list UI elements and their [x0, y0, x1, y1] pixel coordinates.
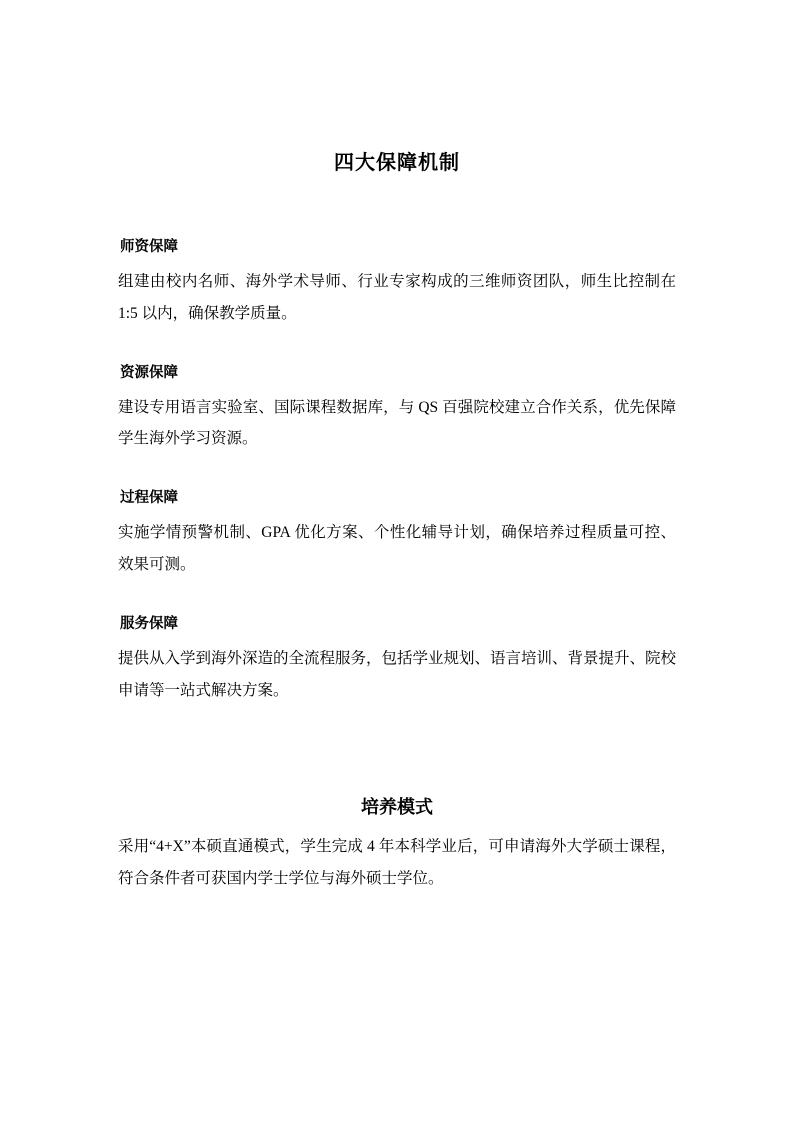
section-heading: 师资保障 [120, 239, 178, 255]
section-heading: 过程保障 [120, 490, 178, 507]
section-body: 建设专用语言实验室、国际课程数据库，与 QS 百强院校建立合作关系，优先保障学生海外学习资源。 [118, 398, 676, 448]
section-ziyuan-baozhang [118, 360, 676, 456]
section-heading: 服务保障 [120, 615, 178, 632]
section-shizi-baozhang [118, 234, 676, 330]
section-body: 组建由校内名师、海外学术导师、行业专家构成的三维师资团队，师生比控制在 1:5 以内，确保教学质量。 [118, 273, 676, 322]
section-body: 实施学情预警机制、GPA 优化方案、个性化辅导计划，确保培养过程质量可控、效果可测。 [118, 524, 676, 574]
page-title: 四大保障机制 [334, 152, 460, 174]
section-heading: 资源保障 [120, 364, 178, 381]
section-fuwu-baozhang [118, 611, 676, 707]
subsection-title: 培养模式 [361, 796, 433, 817]
subsection-body: 采用“4+X”本硕直通模式，学生完成 4 年本科学业后，可申请海外大学硕士课程，符合条件者可获国内学士学位与海外硕士学位。 [118, 838, 676, 888]
section-body: 提供从入学到海外深造的全流程服务，包括学业规划、语言培训、背景提升、院校申请等一站式解决方案。 [118, 649, 677, 699]
section-guocheng-baozhang [118, 485, 676, 581]
